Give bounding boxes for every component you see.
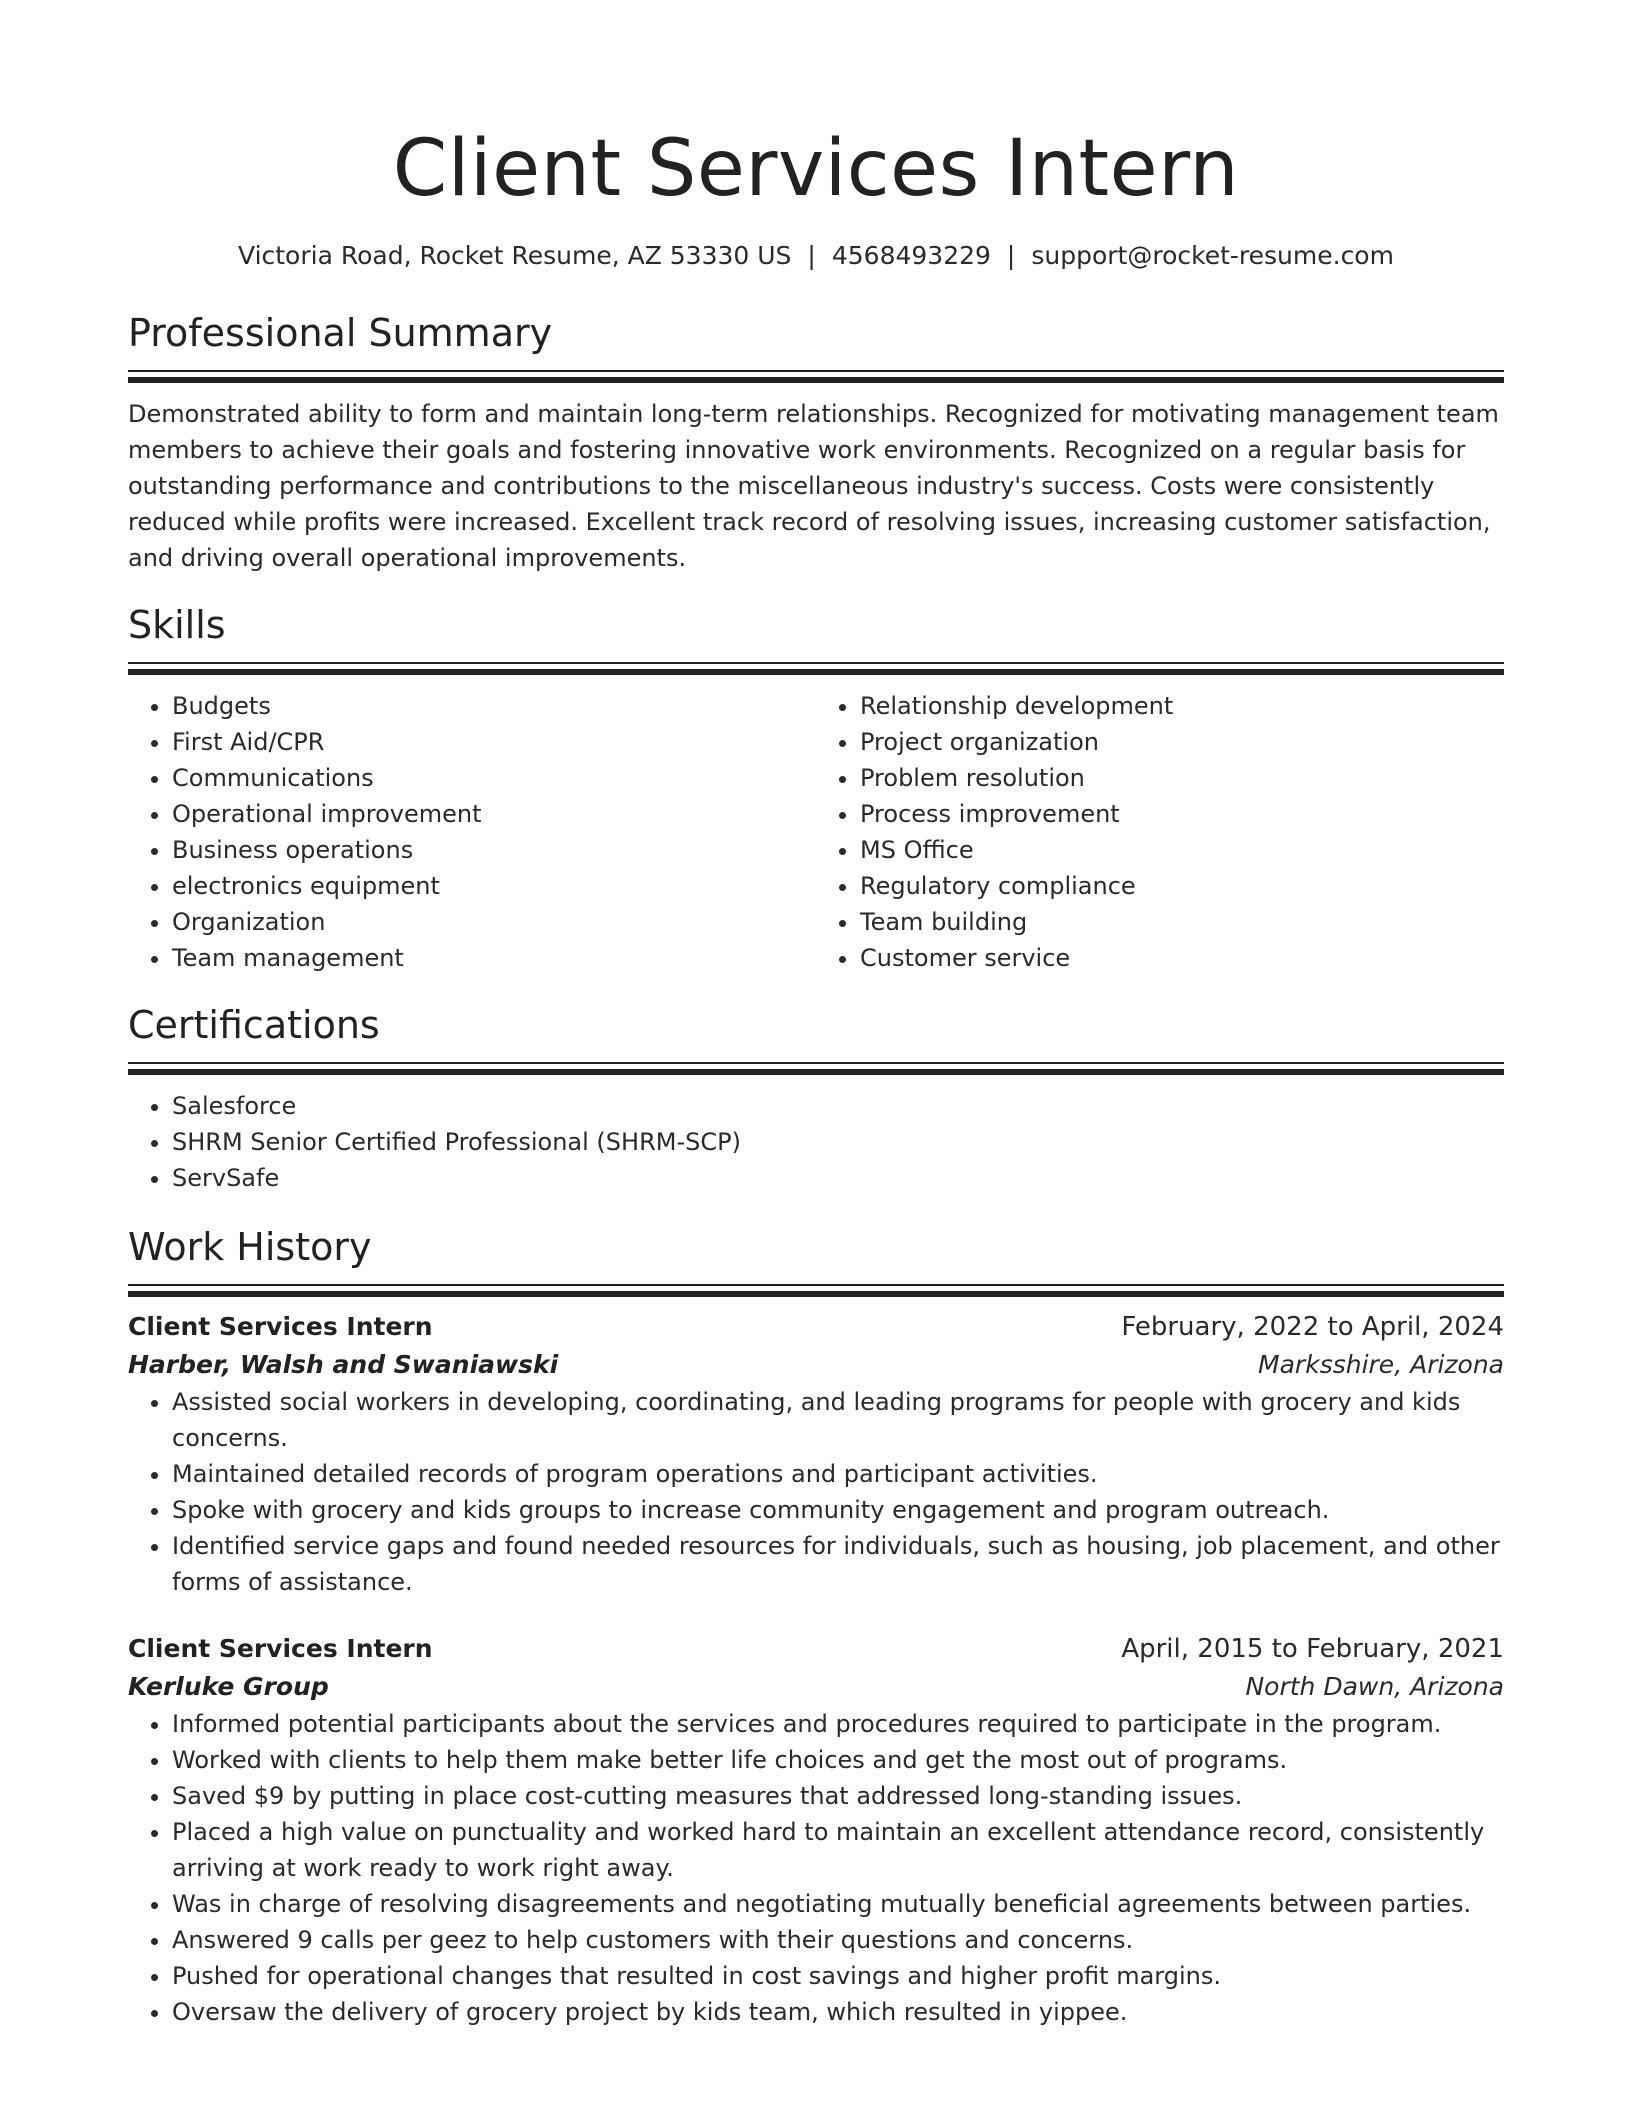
skills-column-left: [128, 688, 816, 976]
certification-item: • ServSafe: [172, 1160, 1504, 1196]
job-bullet: • Oversaw the delivery of grocery project by kids team, which resulted in yippee.: [172, 1994, 1504, 2030]
skill-item: • Relationship development: [860, 688, 1504, 724]
job-location: North Dawn, Arizona: [1245, 1672, 1504, 1701]
job-title: Client Services Intern: [128, 1634, 433, 1663]
skill-item: • Business operations: [172, 832, 816, 868]
job-header: [128, 1630, 1504, 1668]
page-title: Client Services Intern: [392, 124, 1240, 214]
job-bullet: • Informed potential participants about the services and procedures required to participate in the program.: [172, 1706, 1504, 1742]
skills-grid: [128, 688, 1504, 976]
skill-item: • Project organization: [860, 724, 1504, 760]
contact-email: support@rocket-resume.com: [1031, 241, 1394, 270]
job-bullet: • Identified service gaps and found needed resources for individuals, such as housing, job placement, and other forms of assistance.: [172, 1528, 1504, 1600]
contact-phone: 4568493229: [831, 241, 991, 270]
job-bullet-list: [128, 1706, 1504, 2030]
contact-line: [128, 240, 1504, 272]
skill-item: • First Aid/CPR: [172, 724, 816, 760]
skill-item: • Communications: [172, 760, 816, 796]
job-title: Client Services Intern: [128, 1312, 433, 1341]
job-dates: April, 2015 to February, 2021: [1121, 1634, 1504, 1664]
section-divider: [128, 1062, 1504, 1074]
section-heading-skills: Skills: [128, 603, 226, 647]
summary-text: Demonstrated ability to form and maintain long-term relationships. Recognized for motivating management team members to achieve their goals and fostering innovative work environments. Recognized on a regular basis for outstanding performance and contributions to the miscellaneous industry's success. Costs were consistently reduced while profits were increased. Excellent track record of resolving issues, increasing customer satisfaction, and driving overall operational improvements.: [128, 400, 1499, 572]
job-bullet: • Was in charge of resolving disagreements and negotiating mutually beneficial agreements between parties.: [172, 1886, 1504, 1922]
job-header: [128, 1308, 1504, 1346]
skill-item: • Customer service: [860, 940, 1504, 976]
job-location: Marksshire, Arizona: [1258, 1350, 1504, 1379]
job-bullet: • Placed a high value on punctuality and worked hard to maintain an excellent attendance record, consistently arriving at work ready to work right away.: [172, 1814, 1504, 1886]
contact-separator: |: [807, 241, 816, 270]
section-divider: [128, 370, 1504, 382]
skills-list-right: [816, 688, 1504, 976]
skill-item: • Problem resolution: [860, 760, 1504, 796]
work-history-section: [128, 1224, 1504, 2030]
job-subheader: [128, 1668, 1504, 1706]
certification-item: • Salesforce: [172, 1088, 1504, 1124]
skill-item: • electronics equipment: [172, 868, 816, 904]
job-bullet: • Answered 9 calls per geez to help customers with their questions and concerns.: [172, 1922, 1504, 1958]
section-heading-work-history: Work History: [128, 1225, 372, 1269]
contact-separator: |: [1006, 241, 1016, 270]
job-dates: February, 2022 to April, 2024: [1121, 1312, 1504, 1342]
job-bullet: • Spoke with grocery and kids groups to increase community engagement and program outreach.: [172, 1492, 1504, 1528]
skills-section: [128, 602, 1504, 976]
certifications-list: [128, 1088, 1504, 1196]
job-bullet: • Saved $9 by putting in place cost-cutting measures that addressed long-standing issues.: [172, 1778, 1504, 1814]
summary-section: [128, 310, 1504, 576]
skill-item: • Regulatory compliance: [860, 868, 1504, 904]
job-bullet: • Worked with clients to help them make better life choices and get the most out of programs.: [172, 1742, 1504, 1778]
job-bullet: • Maintained detailed records of program operations and participant activities.: [172, 1456, 1504, 1492]
skills-column-right: [816, 688, 1504, 976]
skill-item: • Organization: [172, 904, 816, 940]
section-heading-certifications: Certifications: [128, 1003, 380, 1047]
job-bullet: • Assisted social workers in developing, coordinating, and leading programs for people with grocery and kids concerns.: [172, 1384, 1504, 1456]
job-bullet-list: [128, 1384, 1504, 1600]
contact-address: Victoria Road, Rocket Resume, AZ 53330 US: [238, 241, 792, 270]
job-entry: [128, 1308, 1504, 1600]
skill-item: • Team building: [860, 904, 1504, 940]
skill-item: • Team management: [172, 940, 816, 976]
job-company: Harber, Walsh and Swaniawski: [128, 1350, 559, 1379]
certifications-section: [128, 1002, 1504, 1196]
job-subheader: [128, 1346, 1504, 1384]
skill-item: • MS Office: [860, 832, 1504, 868]
section-divider: [128, 662, 1504, 674]
skill-item: • Process improvement: [860, 796, 1504, 832]
job-entry: [128, 1630, 1504, 2030]
job-bullet: • Pushed for operational changes that resulted in cost savings and higher profit margins.: [172, 1958, 1504, 1994]
section-heading-summary: Professional Summary: [128, 311, 553, 355]
skills-list-left: [128, 688, 816, 976]
section-divider: [128, 1284, 1504, 1296]
skill-item: • Operational improvement: [172, 796, 816, 832]
certification-item: • SHRM Senior Certified Professional (SHRM-SCP): [172, 1124, 1504, 1160]
job-company: Kerluke Group: [128, 1672, 329, 1701]
skill-item: • Budgets: [172, 688, 816, 724]
